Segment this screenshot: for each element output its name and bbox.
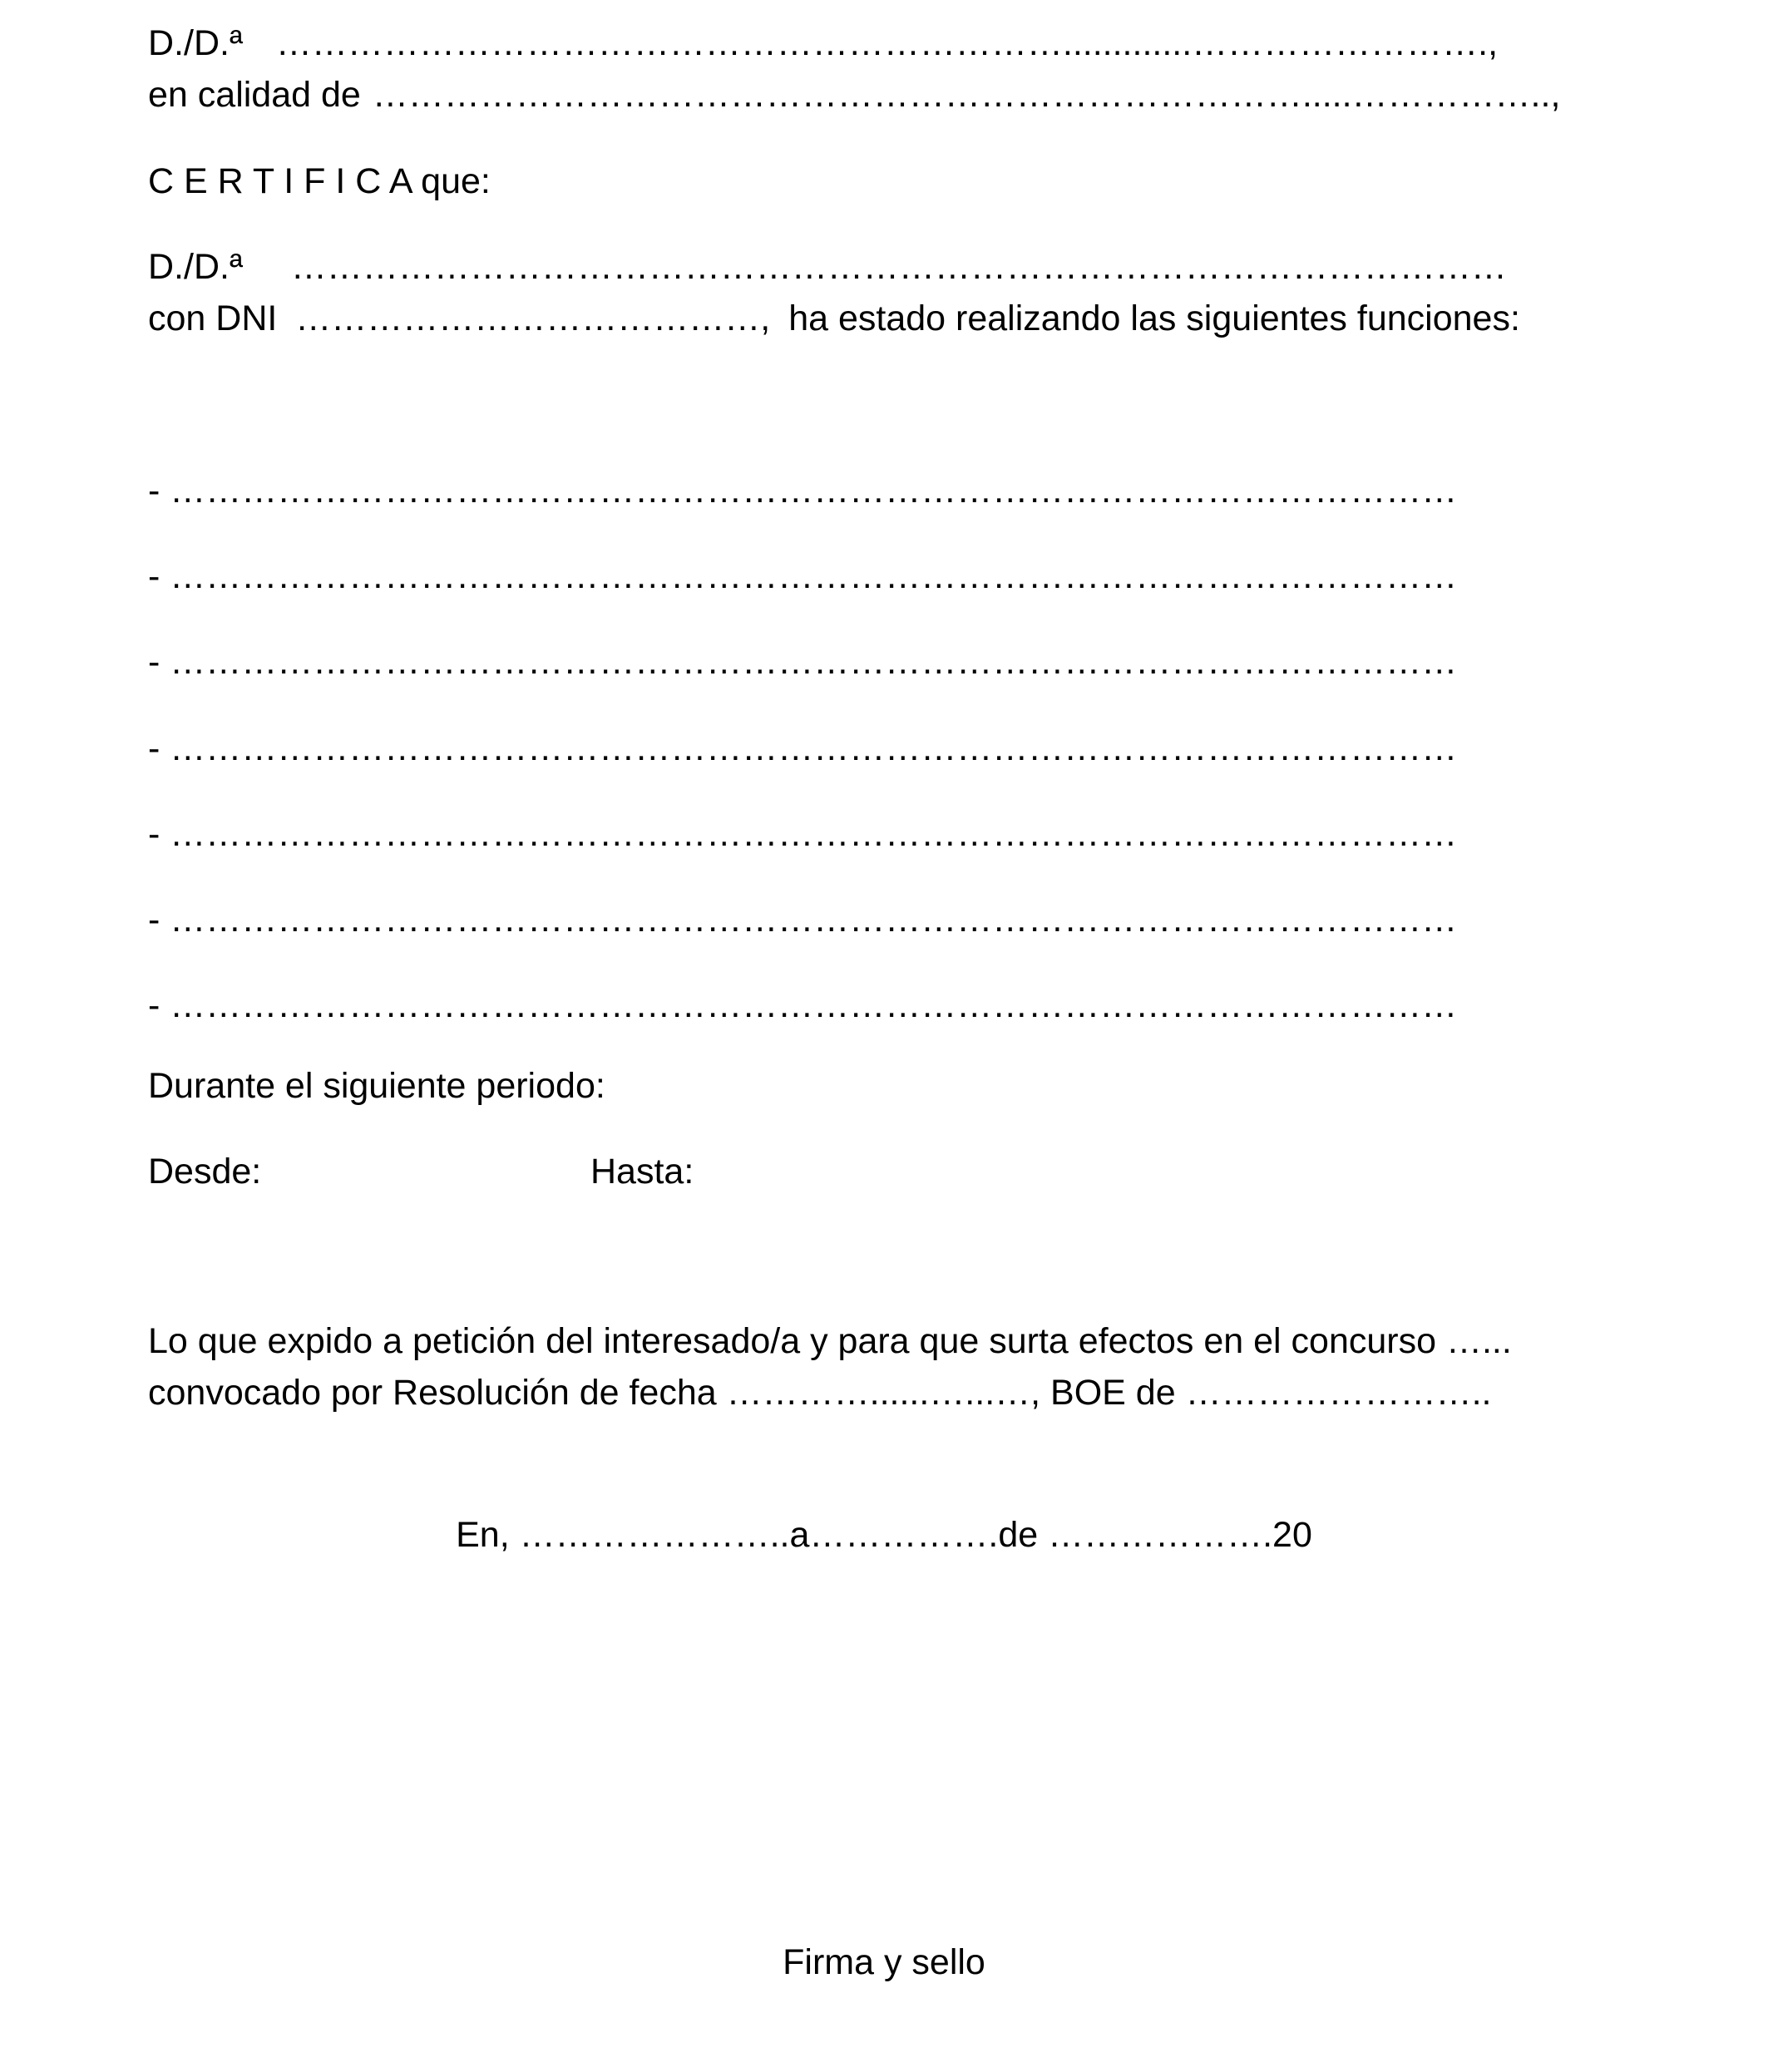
- funcion-line-7: - ………………………………………………………………………………………………: [148, 985, 1458, 1025]
- funcion-line-5: - ………………………………………………………………………………………………: [148, 814, 1458, 854]
- firma-sello: Firma y sello: [783, 1942, 985, 1982]
- certifica-heading: C E R T I F I C A que:: [148, 161, 491, 201]
- funcion-line-3: - ………………………………………………………………………………………………: [148, 642, 1458, 682]
- hasta-label: Hasta:: [590, 1152, 694, 1191]
- dd-label-1: D./D.ª: [148, 23, 243, 63]
- expedicion-line-1: Lo que expido a petición del interesado/a y para que surta efectos en el concurso …...: [148, 1321, 1512, 1361]
- funcion-line-2: - ………………………………………………………………………………………………: [148, 556, 1458, 596]
- funcion-line-4: - ………………………………………………………………………………………………: [148, 728, 1458, 768]
- desde-label: Desde:: [148, 1152, 262, 1191]
- dni-label: con DNI: [148, 298, 278, 338]
- dd-line-2: [148, 244, 1637, 290]
- periodo-intro: Durante el siguiente periodo:: [148, 1066, 605, 1106]
- expedicion-line-2: convocado por Resolución de fecha …………......…...…, BOE de ……………………..: [148, 1373, 1492, 1413]
- funcion-line-6: - ………………………………………………………………………………………………: [148, 900, 1458, 940]
- calidad-fill: …………………………………………………………………….....……………..,: [372, 75, 1561, 115]
- fecha-line: En, …………………..a…………….de ……………….20: [456, 1515, 1312, 1555]
- funciones-text: ha estado realizando las siguientes funciones:: [788, 298, 1520, 338]
- dni-fill: …………………………………,: [295, 298, 771, 338]
- calidad-label: en calidad de: [148, 75, 361, 115]
- funcion-line-1: - ………………………………………………………………………………………………: [148, 471, 1458, 511]
- dd-label-2: D./D.ª: [148, 247, 243, 287]
- dd-line-1: [148, 20, 1637, 67]
- dd-fill-1: ………………………………………………………….............…………………….,: [275, 23, 1499, 63]
- dni-line: [148, 295, 1637, 342]
- dd-fill-2: …………………………………………………………………………………………: [290, 247, 1507, 287]
- calidad-line: [148, 72, 1637, 118]
